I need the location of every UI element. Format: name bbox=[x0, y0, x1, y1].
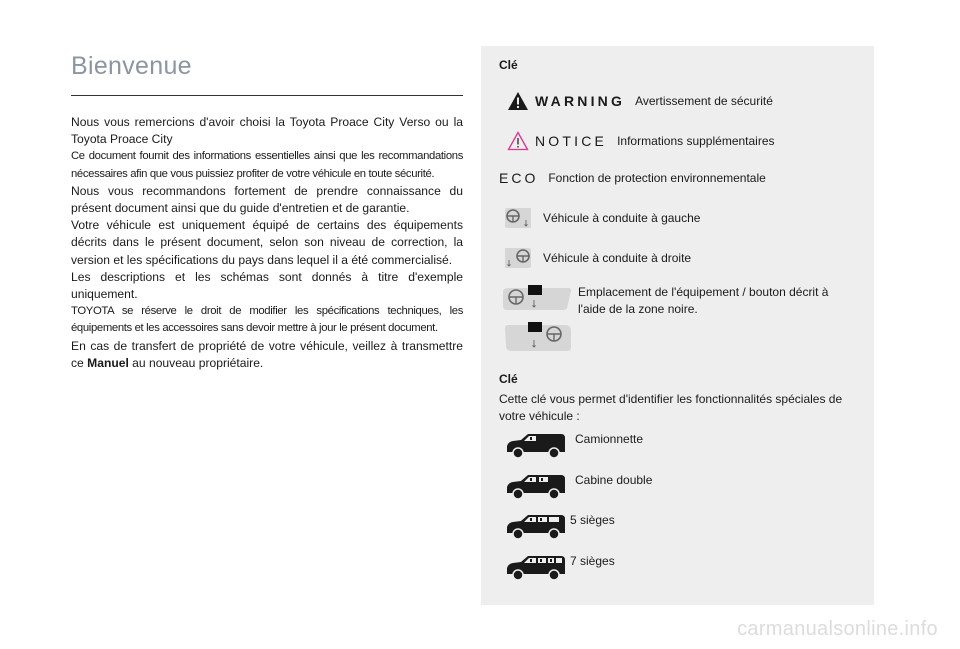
seven-seats-icon bbox=[505, 554, 567, 582]
left-hand-drive-icon bbox=[503, 206, 533, 230]
vehicle-key-intro: Cette clé vous permet d'identifier les fonctionnalités spéciales de votre véhicule : bbox=[499, 392, 843, 423]
vehicle-seven-seats-label: 7 sièges bbox=[570, 554, 615, 568]
vehicle-five-seats-label: 5 sièges bbox=[570, 513, 615, 527]
notice-word: NOTICE bbox=[535, 133, 608, 149]
legend-notice bbox=[507, 131, 775, 151]
location-label: Emplacement de l'équipement / bouton décrit à l'aide de la zone noire. bbox=[578, 285, 829, 316]
warning-triangle-icon bbox=[507, 91, 529, 111]
legend-eco bbox=[499, 170, 766, 186]
equipment-paragraph: Votre véhicule est uniquement équipé de certains des équipements décrits dans le présent document, selon son niveau de correction, la version et les spécifications du pays dans lequel il a été commercialisé. bbox=[71, 218, 463, 267]
warning-word: WARNING bbox=[535, 93, 626, 109]
lhd-label: Véhicule à conduite à gauche bbox=[543, 211, 701, 225]
transfer-paragraph bbox=[71, 338, 463, 372]
rights-paragraph: TOYOTA se réserve le droit de modifier les spécifications techniques, les équipements et les accessoires sans devoir mettre à jour le présent document. bbox=[71, 305, 463, 335]
info-paragraph: Ce document fournit des informations essentielles ainsi que les recommandations nécessaires afin que vous puissiez profiter de votre véhicule en toute sécurité. bbox=[71, 150, 463, 180]
notice-triangle-icon bbox=[507, 131, 529, 151]
van-icon bbox=[505, 432, 567, 460]
legend-rhd bbox=[503, 246, 691, 270]
welcome-column bbox=[71, 52, 463, 372]
legend-warning bbox=[507, 91, 773, 111]
page-title: Bienvenue bbox=[71, 52, 192, 80]
eco-word: ECO bbox=[499, 170, 539, 186]
legend-lhd bbox=[503, 206, 700, 230]
key-panel bbox=[481, 46, 874, 605]
vehicle-double-cab-label: Cabine double bbox=[575, 473, 653, 487]
examples-paragraph: Les descriptions et les schémas sont donnés à titre d'exemple uniquement. bbox=[71, 269, 463, 302]
dashboard-location-icon-rhd bbox=[501, 321, 573, 355]
vehicle-key-title: Clé bbox=[499, 372, 518, 386]
recommend-paragraph: Nous vous recommandons fortement de prendre connaissance du présent document ainsi que du guide d'entretien et de garantie. bbox=[71, 183, 463, 216]
right-hand-drive-icon bbox=[503, 246, 533, 270]
intro-paragraph: Nous vous remercions d'avoir choisi la Toyota Proace City Verso ou la Toyota Proace City bbox=[71, 115, 463, 147]
five-seats-icon bbox=[505, 513, 567, 541]
eco-label: Fonction de protection environnementale bbox=[548, 171, 766, 185]
manual-word: Manuel bbox=[87, 355, 129, 370]
legend-title: Clé bbox=[499, 58, 518, 72]
double-cab-icon bbox=[505, 473, 567, 501]
title-divider bbox=[71, 95, 463, 96]
watermark: carmanualsonline.info bbox=[737, 618, 938, 640]
rhd-label: Véhicule à conduite à droite bbox=[543, 251, 692, 265]
vehicle-van-label: Camionnette bbox=[575, 432, 644, 446]
dashboard-location-icon-lhd bbox=[501, 284, 573, 314]
transfer-text-end: au nouveau propriétaire. bbox=[128, 355, 264, 370]
transfer-text: En cas de transfert de propriété de votre véhicule, veillez à transmettre ce bbox=[71, 338, 463, 370]
warning-label: Avertissement de sécurité bbox=[635, 94, 773, 108]
notice-label: Informations supplémentaires bbox=[617, 134, 775, 148]
